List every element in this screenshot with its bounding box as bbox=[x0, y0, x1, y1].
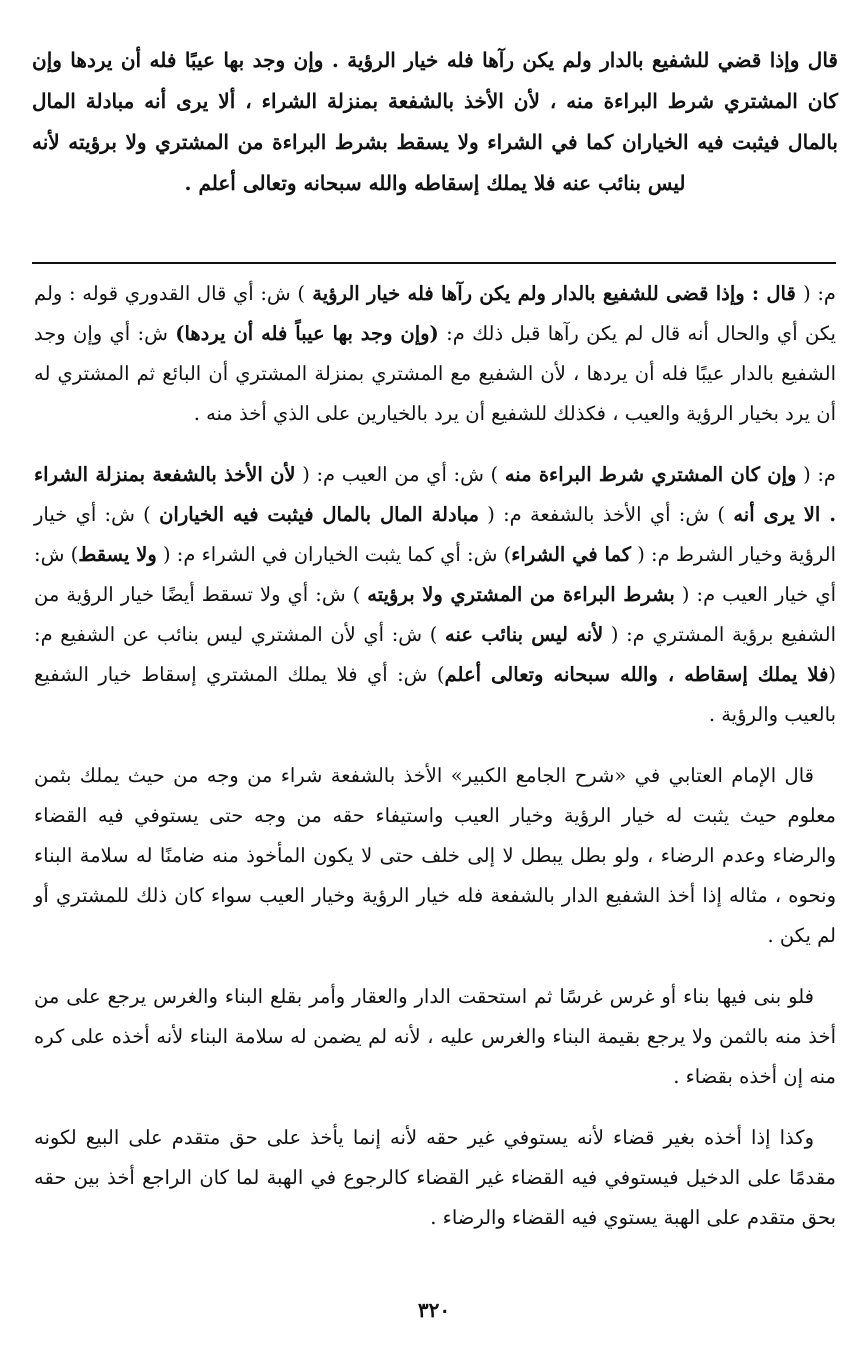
separator-rule bbox=[32, 262, 836, 264]
quoted-matn: وإن كان المشتري شرط البراءة منه bbox=[504, 463, 797, 486]
quoted-matn: ولا يسقط bbox=[78, 543, 157, 566]
quoted-matn: بشرط البراءة من المشتري ولا برؤيته bbox=[367, 583, 675, 606]
sharh-block bbox=[34, 274, 836, 1259]
commentary: ) ش: أي الأخذ بالشفعة م: ( bbox=[478, 503, 734, 526]
commentary: ) ش: أي لأن المشتري ليس بنائب عن الشفيع م: ( bbox=[34, 623, 836, 686]
quoted-matn: مبادلة المال بالمال فيثبت فيه الخياران bbox=[159, 503, 479, 526]
commentary: ) ش: أي قال القدوري قوله : ولم يكن أي والحال أنه قال لم يكن رآها قبل ذلك م: bbox=[34, 282, 836, 345]
marker: م: ( bbox=[796, 463, 836, 486]
quoted-matn: كما في الشراء bbox=[511, 543, 632, 566]
sharh-paragraph-1 bbox=[34, 274, 836, 434]
commentary: ) ش: أي من العيب م: ( bbox=[295, 463, 505, 486]
sharh-paragraph-4: فلو بنى فيها بناء أو غرس غرسًا ثم استحقت الدار والعقار وأمر بقلع البناء والغرس يرجع على من أخذ منه بالثمن ولا يرجع بقيمة البناء والغرس عليه ، لأنه لم يضمن له سلامة البناء لأنه أخذه على كره منه إن أخذه بقضاء . bbox=[34, 985, 836, 1088]
matn-block bbox=[32, 40, 838, 204]
commentary: ) ش: أي خيار العيب م: ( bbox=[34, 543, 836, 606]
quoted-matn: (وإن وجد بها عيباً فله أن يردها) bbox=[175, 322, 439, 345]
quoted-matn: فلا يملك إسقاطه ، والله سبحانه وتعالى أعلم bbox=[444, 663, 829, 686]
quoted-matn: لأنه ليس بنائب عنه bbox=[445, 623, 604, 646]
quoted-matn: قال : وإذا قضى للشفيع بالدار ولم يكن رآها فله خيار الرؤية bbox=[305, 282, 804, 305]
sharh-paragraph-2 bbox=[34, 455, 836, 735]
matn-text: قال وإذا قضي للشفيع بالدار ولم يكن رآها فله خيار الرؤية . وإن وجد بها عيبًا فله أن يردها وإن كان المشتري شرط البراءة منه ، لأن الأخذ بالشفعة بمنزلة الشراء ، ألا يرى أنه مبادلة المال بالمال فيثبت فيه الخياران كما في الشراء ولا يسقط بشرط البراءة من المشتري ولا برؤيته لأنه ليس بنائب عنه فلا يملك إسقاطه والله سبحانه وتعالى أعلم . bbox=[32, 48, 838, 195]
commentary: ) ش: أي ولا تسقط أيضًا خيار الرؤية من الشفيع برؤية المشتري م: ( bbox=[34, 583, 836, 646]
page-number: ٣٢٠ bbox=[417, 1298, 451, 1322]
sharh-paragraph-3: قال الإمام العتابي في «شرح الجامع الكبير» الأخذ بالشفعة شراء من وجه من حيث يملك بثمن معلوم حيث يثبت له خيار الرؤية وخيار العيب واستيفاء حقه من وجه حتى يستوفي فيه القضاء والرضاء وعدم الرضاء ، ولو بطل يبطل لا إلى خلف حتى لا يكون المأخوذ منه ضامنًا له سلامة البناء ونحوه ، مثاله إذا أخذ الشفيع الدار بالشفعة فله خيار الرؤية وخيار العيب سواء كان ذلك للمشتري أو لم يكن . bbox=[34, 764, 836, 947]
commentary: ) ش: أي فلا يملك المشتري إسقاط خيار الشفيع بالعيب والرؤية . bbox=[34, 663, 836, 726]
sharh-paragraph-5: وكذا إذا أخذه بغير قضاء لأنه يستوفي غير حقه لأنه إنما يأخذ على حق متقدم على البيع لكونه مقدمًا على الدخيل فيستوفي فيه القضاء غير القضاء كالرجوع في الهبة لما كان الراجع أخذ بين حقه بحق متقدم على الهبة يستوي فيه القضاء والرضاء . bbox=[34, 1126, 836, 1229]
marker: م: ( bbox=[803, 282, 836, 305]
commentary: ) ش: أي كما يثبت الخياران في الشراء م: ( bbox=[156, 543, 512, 566]
commentary: ش: أي وإن وجد الشفيع بالدار عيبًا فله أن يردها ، لأن الشفيع مع المشتري بمنزلة المشتري أن البائع ثم المشتري له أن يرد بخيار الرؤية والعيب ، فكذلك للشفيع أن يرد بالخيارين على الذي أخذ منه . bbox=[34, 322, 836, 425]
quoted-matn: لأن الأخذ بالشفعة بمنزلة الشراء . الا يرى أنه bbox=[34, 463, 836, 526]
commentary: ) ش: أي خيار الرؤية وخيار الشرط م: ( bbox=[34, 503, 837, 566]
